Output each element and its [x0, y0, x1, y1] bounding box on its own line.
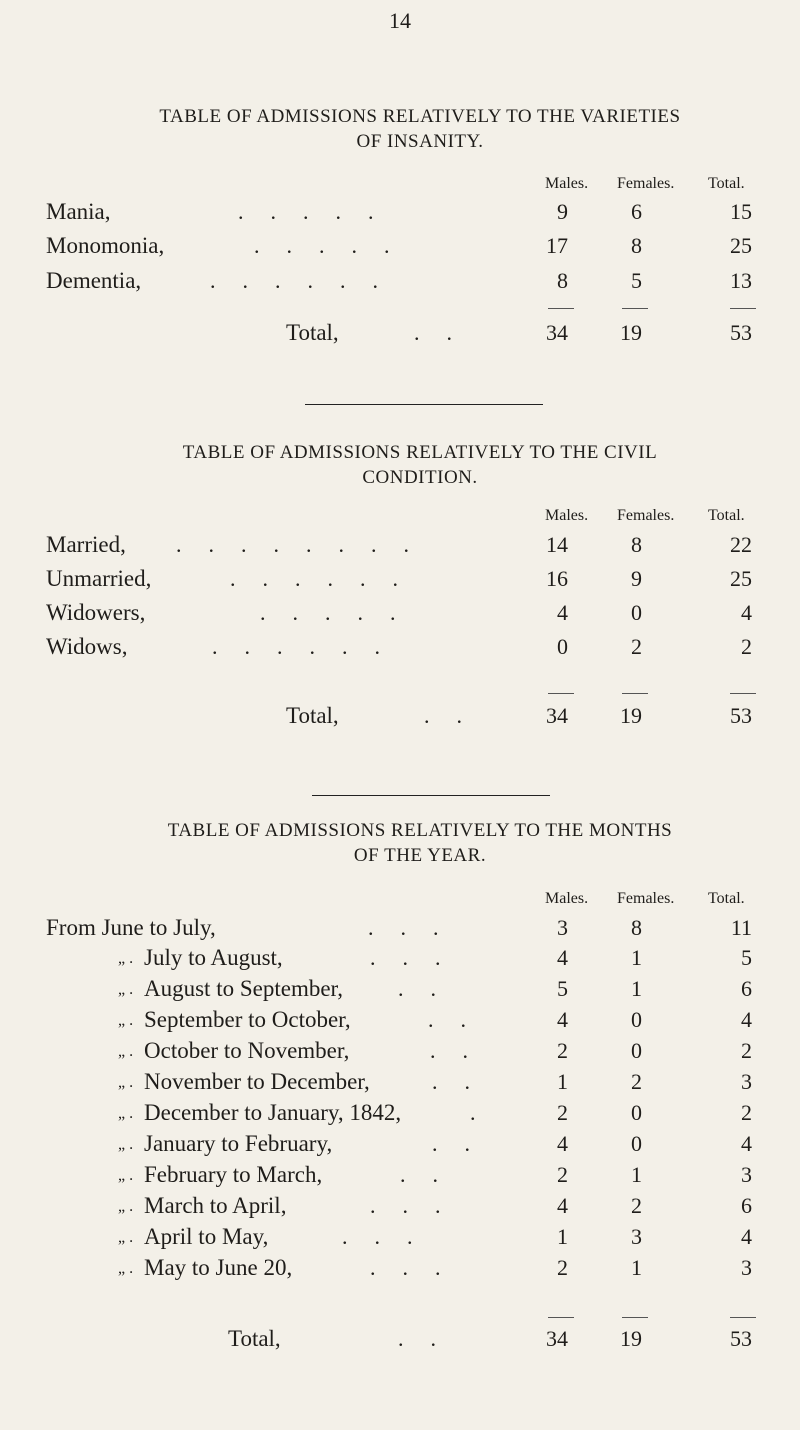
- leader-dots: ..: [432, 1069, 497, 1094]
- cell-females: 9: [631, 566, 642, 591]
- leader-dots: ..: [398, 1326, 463, 1351]
- header-males: Males.: [545, 890, 589, 907]
- row-label: Unmarried,: [46, 566, 152, 591]
- row-label: April to May,: [144, 1224, 269, 1249]
- leader-dots: .....: [260, 600, 423, 625]
- cell-males: 4: [557, 1131, 568, 1156]
- leader-dots: ..: [398, 976, 463, 1001]
- row-label: May to June 20,: [144, 1255, 293, 1280]
- leader-dots: .....: [238, 199, 401, 224]
- leader-dots: ...: [368, 915, 466, 940]
- header-total: Total.: [708, 507, 745, 524]
- cell-females: 6: [631, 199, 642, 224]
- row-label: November to December,: [144, 1069, 370, 1094]
- total-females: 19: [620, 320, 642, 345]
- cell-females: 8: [631, 915, 642, 940]
- cell-females: 8: [631, 532, 642, 557]
- header-total: Total.: [708, 175, 745, 192]
- cell-males: 9: [557, 199, 568, 224]
- cell-males: 17: [546, 233, 568, 258]
- row-label: December to January, 1842,: [144, 1100, 402, 1125]
- row-label: January to February,: [144, 1131, 333, 1156]
- leader-dots: ..: [414, 320, 479, 345]
- cell-total: 13: [730, 268, 752, 293]
- leader-dots: ......: [212, 634, 407, 659]
- cell-total: 3: [741, 1162, 752, 1187]
- row-label: Widows,: [46, 634, 128, 659]
- header-females: Females.: [617, 507, 675, 524]
- cell-males: 4: [557, 600, 568, 625]
- cell-males: 8: [557, 268, 568, 293]
- cell-females: 1: [631, 945, 642, 970]
- cell-total: 3: [741, 1255, 752, 1280]
- header-females: Females.: [617, 890, 675, 907]
- cell-males: 2: [557, 1038, 568, 1063]
- leader-dots: ...: [370, 945, 468, 970]
- row-label: March to April,: [144, 1193, 287, 1218]
- cell-males: 1: [557, 1069, 568, 1094]
- total-label: Total,: [228, 1326, 281, 1351]
- cell-total: 5: [741, 945, 752, 970]
- total-females: 19: [620, 703, 642, 728]
- row-label: Monomonia,: [46, 233, 165, 258]
- leader-dots: ...: [370, 1255, 468, 1280]
- cell-males: 4: [557, 1193, 568, 1218]
- cell-total: 15: [730, 199, 752, 224]
- page-number: 14: [389, 8, 411, 33]
- cell-males: 2: [557, 1162, 568, 1187]
- cell-males: 4: [557, 1007, 568, 1032]
- leader-dots: ..: [424, 703, 489, 728]
- leader-dots: ...: [370, 1193, 468, 1218]
- row-label: September to October,: [144, 1007, 351, 1032]
- total-males: 34: [546, 703, 568, 728]
- cell-total: 2: [741, 1100, 752, 1125]
- cell-females: 2: [631, 634, 642, 659]
- total-males: 34: [546, 320, 568, 345]
- header-males: Males.: [545, 507, 589, 524]
- cell-females: 2: [631, 1069, 642, 1094]
- cell-total: 4: [741, 600, 752, 625]
- table-title-varieties: TABLE OF ADMISSIONS RELATIVELY TO THE VARIETIES OF INSANITY.: [159, 106, 681, 152]
- row-label: From June to July,: [46, 915, 216, 940]
- cell-total: 3: [741, 1069, 752, 1094]
- total-males: 34: [546, 1326, 568, 1351]
- row-label: Mania,: [46, 199, 111, 224]
- total-label: Total,: [286, 703, 339, 728]
- header-total: Total.: [708, 890, 745, 907]
- row-label: February to March,: [144, 1162, 323, 1187]
- cell-females: 1: [631, 1255, 642, 1280]
- leader-dots: .: [470, 1100, 503, 1125]
- cell-total: 2: [741, 634, 752, 659]
- cell-females: 1: [631, 1162, 642, 1187]
- cell-total: 4: [741, 1007, 752, 1032]
- cell-males: 3: [557, 915, 568, 940]
- cell-males: 0: [557, 634, 568, 659]
- cell-females: 0: [631, 1100, 642, 1125]
- cell-total: 6: [741, 976, 752, 1001]
- row-label: Married,: [46, 532, 126, 557]
- leader-dots: ......: [230, 566, 425, 591]
- cell-males: 2: [557, 1100, 568, 1125]
- separator-rule: [305, 404, 543, 405]
- row-label: Widowers,: [46, 600, 146, 625]
- leader-dots: ..: [400, 1162, 465, 1187]
- leader-dots: ..: [432, 1131, 497, 1156]
- leader-dots: ........: [176, 532, 436, 557]
- cell-males: 16: [546, 566, 568, 591]
- cell-total: 4: [741, 1224, 752, 1249]
- cell-total: 25: [730, 233, 752, 258]
- total-total: 53: [730, 1326, 752, 1351]
- leader-dots: ...: [342, 1224, 440, 1249]
- leader-dots: ..: [430, 1038, 495, 1063]
- total-females: 19: [620, 1326, 642, 1351]
- header-males: Males.: [545, 175, 589, 192]
- cell-females: 1: [631, 976, 642, 1001]
- table-title-months: TABLE OF ADMISSIONS RELATIVELY TO THE MONTHS OF THE YEAR.: [167, 820, 673, 866]
- cell-females: 2: [631, 1193, 642, 1218]
- total-total: 53: [730, 703, 752, 728]
- cell-males: 14: [546, 532, 568, 557]
- separator-rule: [312, 795, 550, 796]
- row-label: July to August,: [144, 945, 283, 970]
- leader-dots: ..: [428, 1007, 493, 1032]
- table-title-civil: TABLE OF ADMISSIONS RELATIVELY TO THE CIVIL CONDITION.: [182, 442, 658, 488]
- cell-females: 3: [631, 1224, 642, 1249]
- cell-males: 4: [557, 945, 568, 970]
- cell-males: 2: [557, 1255, 568, 1280]
- cell-total: 2: [741, 1038, 752, 1063]
- total-total: 53: [730, 320, 752, 345]
- cell-females: 0: [631, 1131, 642, 1156]
- cell-total: 11: [730, 915, 752, 940]
- cell-females: 0: [631, 600, 642, 625]
- cell-total: 22: [730, 532, 752, 557]
- leader-dots: .....: [254, 233, 417, 258]
- cell-total: 4: [741, 1131, 752, 1156]
- cell-females: 0: [631, 1038, 642, 1063]
- row-label: Dementia,: [46, 268, 142, 293]
- cell-total: 25: [730, 566, 752, 591]
- leader-dots: ......: [210, 268, 405, 293]
- cell-females: 5: [631, 268, 642, 293]
- cell-total: 6: [741, 1193, 752, 1218]
- row-label: October to November,: [144, 1038, 350, 1063]
- total-label: Total,: [286, 320, 339, 345]
- row-label: August to September,: [144, 976, 344, 1001]
- cell-males: 1: [557, 1224, 568, 1249]
- header-females: Females.: [617, 175, 675, 192]
- cell-females: 0: [631, 1007, 642, 1032]
- cell-females: 8: [631, 233, 642, 258]
- cell-males: 5: [557, 976, 568, 1001]
